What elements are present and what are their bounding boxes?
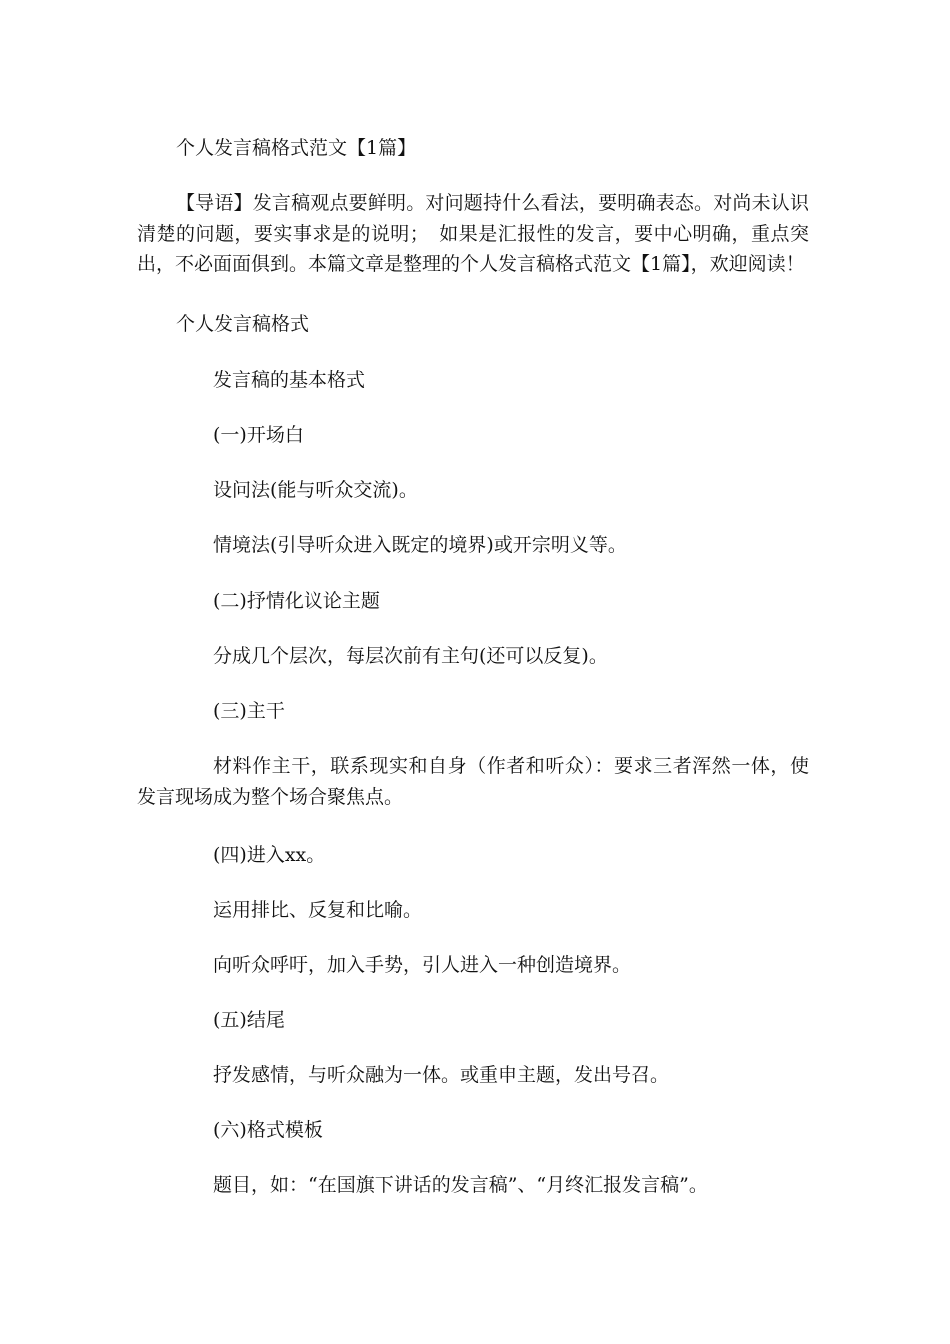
list-item: (三)主干 [213, 700, 285, 722]
list-item: (四)进入xx。 [213, 844, 326, 866]
list-item: 分成几个层次，每层次前有主句(还可以反复)。 [213, 645, 608, 667]
section-heading: 个人发言稿格式 [176, 313, 310, 335]
list-item: 设问法(能与听众交流)。 [213, 479, 418, 501]
list-item: 情境法(引导听众进入既定的境界)或开宗明义等。 [213, 534, 627, 556]
document-title: 个人发言稿格式范文【1篇】 [176, 137, 417, 159]
list-item: (二)抒情化议论主题 [213, 590, 380, 612]
intro-paragraph [137, 188, 809, 280]
trunk-paragraph [137, 751, 809, 812]
list-item: (五)结尾 [213, 1009, 285, 1031]
list-item: 向听众呼吁，加入手势，引人进入一种创造境界。 [213, 954, 632, 976]
list-item: 抒发感情，与听众融为一体。或重申主题，发出号召。 [213, 1064, 670, 1086]
list-item: 题目，如：“在国旗下讲话的发言稿”、“月终汇报发言稿”。 [213, 1174, 708, 1196]
list-item: (一)开场白 [213, 424, 304, 446]
trunk-text: 材料作主干，联系现实和自身（作者和听众）：要求三者浑然一体，使发言现场成为整个场合聚焦点。 [137, 755, 809, 808]
list-item: (六)格式模板 [213, 1119, 323, 1141]
subheading: 发言稿的基本格式 [213, 369, 366, 391]
intro-text: 【导语】发言稿观点要鲜明。对问题持什么看法，要明确表态。对尚未认识清楚的问题，要实事求是的说明； 如果是汇报性的发言，要中心明确，重点突出，不必面面俱到。本篇文章是整理的个人发言稿格式范文【1篇】，欢迎阅读！ [137, 192, 809, 275]
list-item: 运用排比、反复和比喻。 [213, 899, 423, 921]
